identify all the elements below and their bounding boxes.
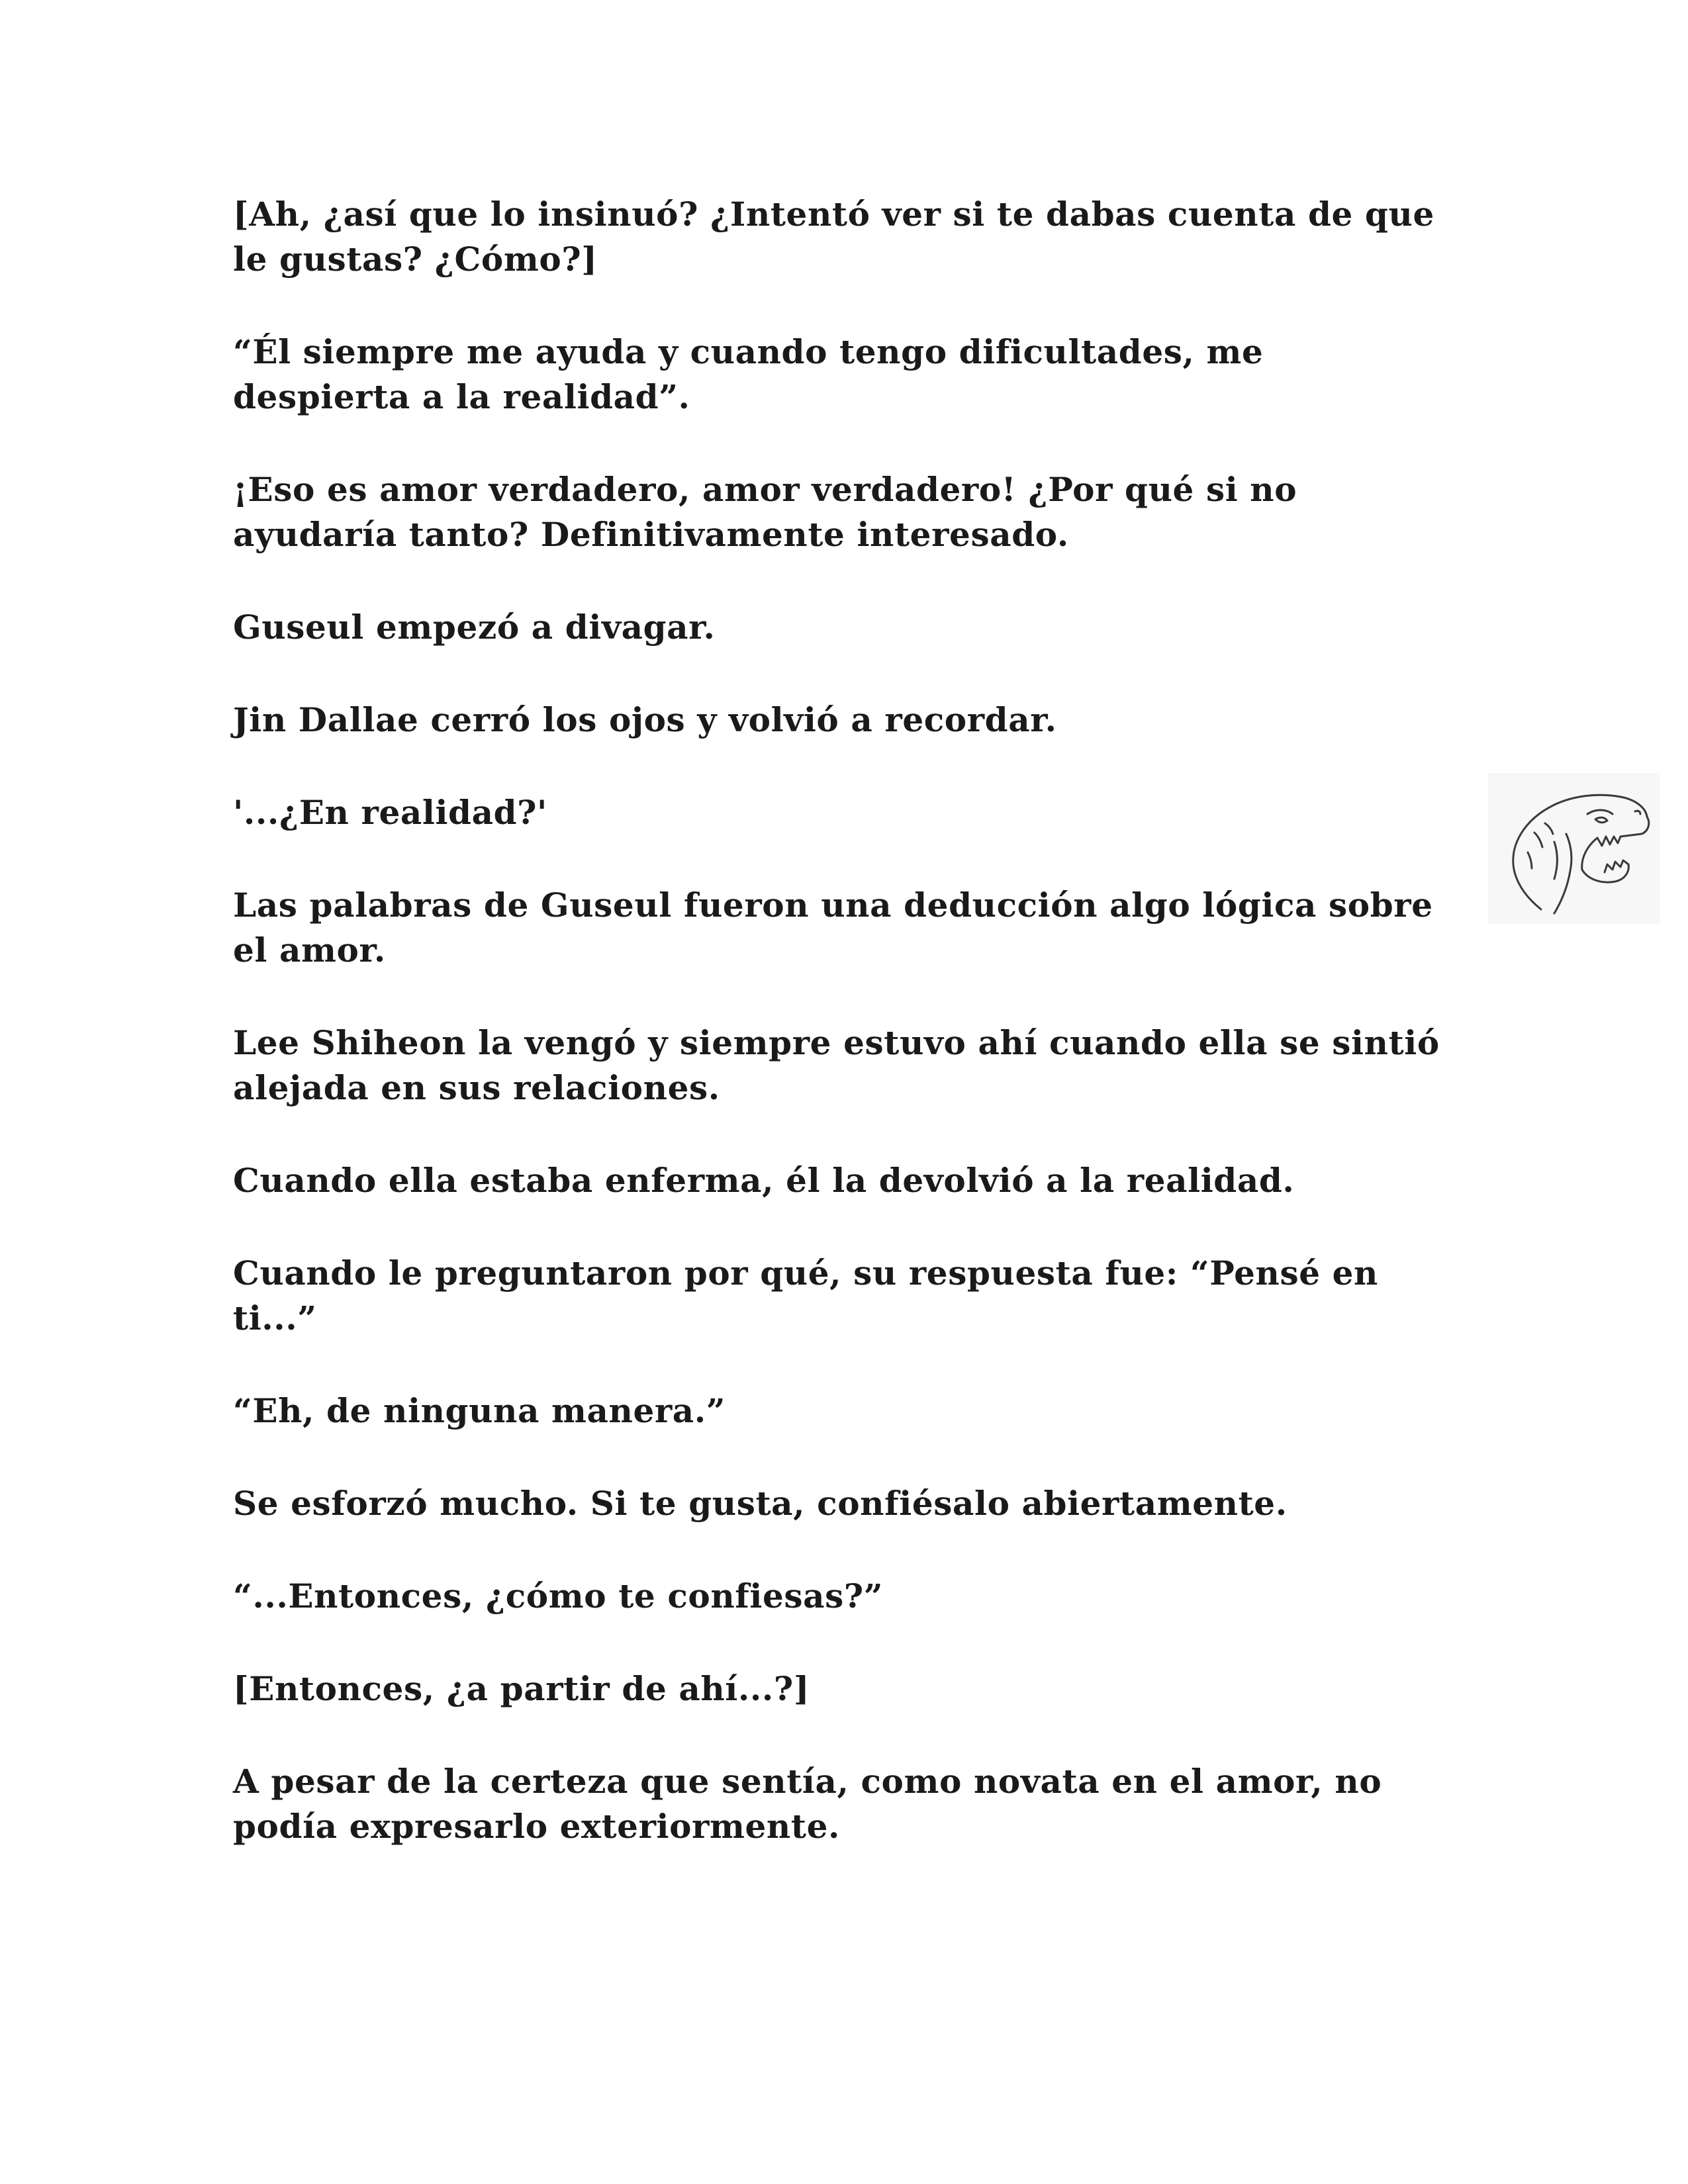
paragraph: A pesar de la certeza que sentía, como novata en el amor, no podía expresarlo exteriormente. (233, 1762, 1382, 1846)
paragraph: “Él siempre me ayuda y cuando tengo dificultades, me despierta a la realidad”. (233, 332, 1264, 416)
paragraph: '...¿En realidad?' (233, 793, 547, 832)
dinosaur-head-icon (1488, 773, 1660, 924)
paragraph: Jin Dallae cerró los ojos y volvió a recordar. (233, 700, 1057, 739)
paragraph: Las palabras de Guseul fueron una deducción algo lógica sobre el amor. (233, 886, 1433, 970)
paragraph: [Entonces, ¿a partir de ahí...?] (233, 1669, 810, 1708)
paragraph: Lee Shiheon la vengó y siempre estuvo ahí cuando ella se sintió alejada en sus relaciones. (233, 1023, 1440, 1107)
paragraph: Cuando le preguntaron por qué, su respuesta fue: “Pensé en ti...” (233, 1253, 1378, 1338)
paragraph: [Ah, ¿así que lo insinuó? ¿Intentó ver si te dabas cuenta de que le gustas? ¿Cómo?] (233, 195, 1434, 279)
paragraph: Cuando ella estaba enferma, él la devolvió a la realidad. (233, 1161, 1295, 1200)
document-body (233, 192, 1451, 1849)
paragraph: “...Entonces, ¿cómo te confiesas?” (233, 1576, 884, 1615)
paragraph: “Eh, de ninguna manera.” (233, 1391, 726, 1430)
paragraph: ¡Eso es amor verdadero, amor verdadero! ¿Por qué si no ayudaría tanto? Definitivamente interesado. (233, 470, 1297, 554)
paragraph: Se esforzó mucho. Si te gusta, confiésalo abiertamente. (233, 1484, 1288, 1523)
paragraph: Guseul empezó a divagar. (233, 608, 716, 647)
